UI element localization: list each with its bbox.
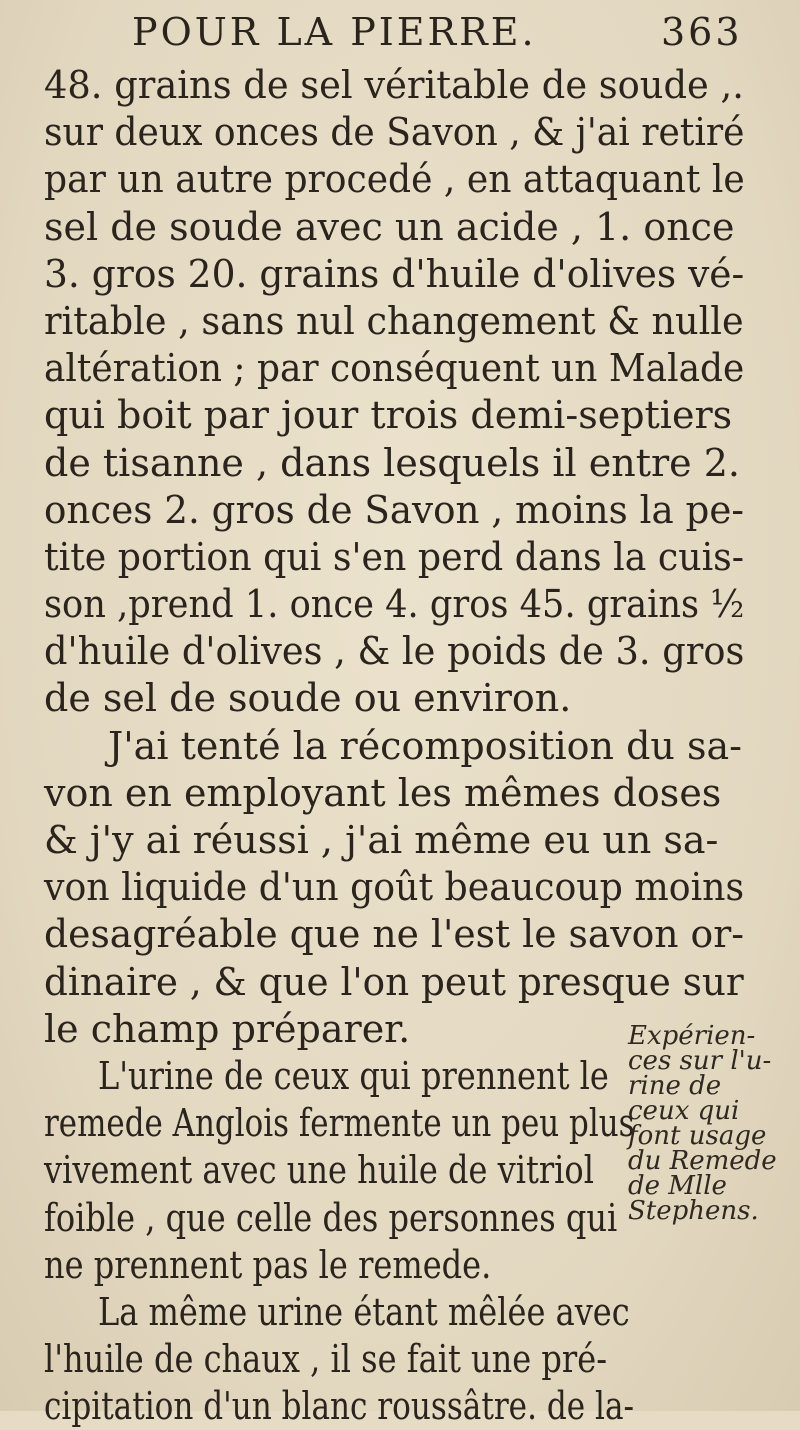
margin-note-line: ces sur l'u- xyxy=(628,1046,772,1076)
text-line: dinaire , & que l'on peut presque sur xyxy=(44,959,744,1004)
text-line: cipitation d'un blanc roussâtre. de la- xyxy=(44,1384,634,1429)
text-line: par un autre procedé , en attaquant le xyxy=(44,157,745,202)
text-line: von en employant les mêmes doses xyxy=(44,770,722,815)
text-line: de tisanne , dans lesquels il entre 2. xyxy=(44,440,740,485)
paragraph-start-line: La même urine étant mêlée avec xyxy=(97,1289,630,1334)
paragraph-start-line: L'urine de ceux qui prennent le xyxy=(97,1053,609,1098)
margin-note-line: ceux qui xyxy=(628,1096,740,1126)
paragraph-start-line: J'ai tenté la récomposition du sa- xyxy=(108,723,742,768)
text-line: & j'y ai réussi , j'ai même eu un sa- xyxy=(44,818,719,862)
text-line: foible , que celle des personnes qui xyxy=(44,1195,618,1240)
text-line: tite portion qui s'en perd dans la cuis- xyxy=(44,534,745,579)
text-line: sur deux onces de Savon , & j'ai retiré xyxy=(44,110,745,155)
margin-note-line: rine de xyxy=(628,1071,722,1101)
margin-note-line: de Mlle xyxy=(628,1171,727,1201)
text-line: d'huile d'olives , & le poids de 3. gros xyxy=(44,629,745,674)
margin-note-line: Expérien- xyxy=(628,1021,756,1051)
text-line: sel de soude avec un acide , 1. once xyxy=(44,204,735,249)
text-line: onces 2. gros de Savon , moins la pe- xyxy=(44,487,744,532)
text-line: remede Anglois fermente un peu plus xyxy=(44,1101,635,1146)
text-line: le champ préparer. xyxy=(44,1006,411,1051)
text-line: 48. grains de sel véritable de soude ,. xyxy=(44,63,744,107)
margin-note-line: Stephens. xyxy=(628,1196,759,1226)
text-line: qui boit par jour trois demi-septiers xyxy=(44,393,733,438)
text-line: ne prennent pas le remede. xyxy=(44,1242,492,1287)
text-line: ritable , sans nul changement & nulle xyxy=(44,298,744,343)
text-line: vivement avec une huile de vitriol xyxy=(44,1148,594,1193)
margin-note-line: du Remede xyxy=(628,1146,777,1176)
page-number: 363 xyxy=(661,10,743,54)
text-line: 3. gros 20. grains d'huile d'olives vé- xyxy=(44,251,745,296)
text-line: l'huile de chaux , il se fait une pré- xyxy=(44,1337,608,1382)
text-line: de sel de soude ou environ. xyxy=(44,676,572,721)
margin-note-line: font usage xyxy=(628,1121,767,1151)
text-line: son ,prend 1. once 4. gros 45. grains ½ xyxy=(44,582,745,627)
running-title: POUR LA PIERRE. xyxy=(132,10,537,54)
text-line: desagréable que ne l'est le savon or- xyxy=(44,912,745,957)
text-line: altération ; par conséquent un Malade xyxy=(44,346,745,391)
text-line: von liquide d'un goût beaucoup moins xyxy=(44,865,745,910)
running-header xyxy=(0,6,800,66)
margin-note xyxy=(628,1021,798,1226)
